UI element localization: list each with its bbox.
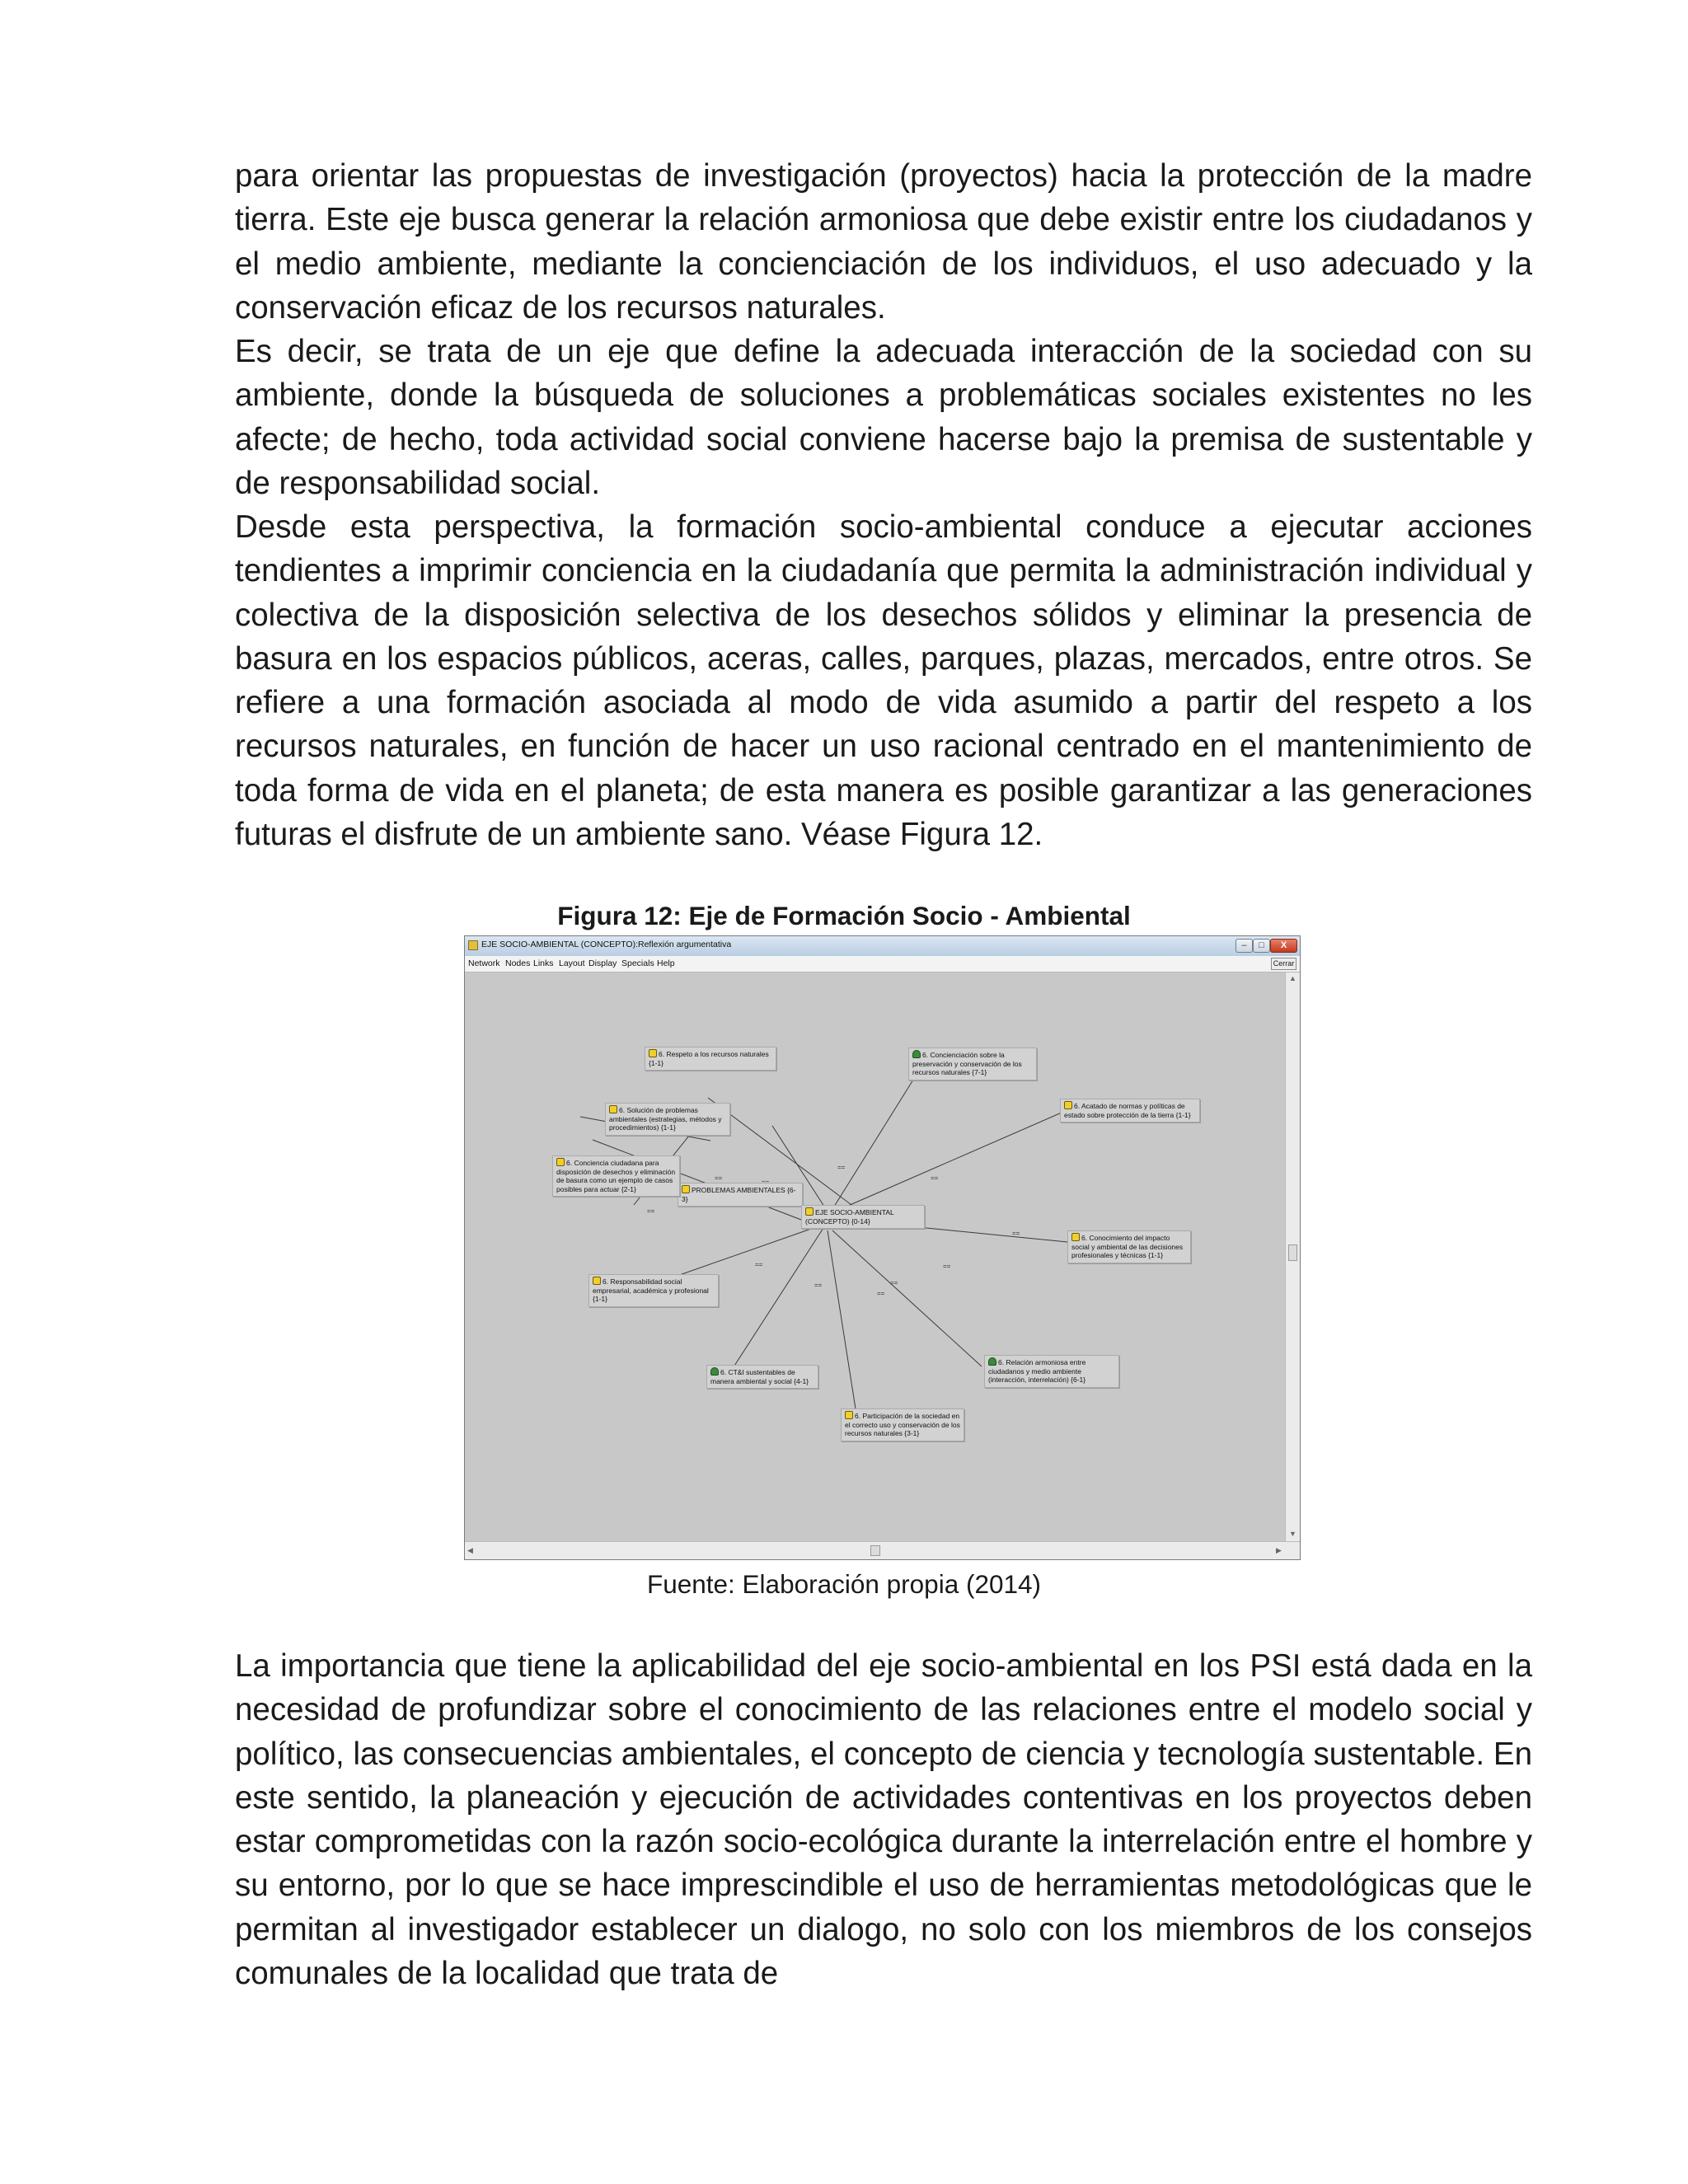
paragraph-1: para orientar las propuestas de investigación (proyectos) hacia la protección de la madre tierra. Este eje busca generar la relación armoniosa que debe existir entre los ciudadanos y el medio ambiente, mediante la concienciación de los individuos, el uso adecuado y la conservación eficaz de los recursos naturales. (235, 158, 1532, 326)
relation-label: == (877, 1290, 885, 1297)
star-icon (649, 1049, 657, 1057)
tree-icon (710, 1367, 719, 1376)
star-icon (609, 1105, 617, 1113)
figure-title: Figura 12: Eje de Formación Socio - Ambiental (557, 901, 1131, 930)
network-node[interactable]: 6. Participación de la sociedad en el correcto uso y conservación de los recursos naturales {3-1} (841, 1408, 964, 1441)
menu-nodes[interactable]: Nodes (505, 958, 531, 968)
app-icon (468, 940, 478, 950)
paragraph-2: Es decir, se trata de un eje que define la adecuada interacción de la sociedad con su ambiente, donde la búsqueda de soluciones a problemáticas sociales existentes no les afecte; de hecho, toda actividad social conviene hacerse bajo la premisa de sustentable y de responsabilidad social. (235, 334, 1532, 501)
link-line (832, 1230, 982, 1366)
star-icon (845, 1411, 853, 1419)
horizontal-scroll-thumb[interactable] (870, 1545, 880, 1556)
network-node[interactable]: 6. Solución de problemas ambientales (estrategias, métodos y procedimientos) {1-1} (605, 1103, 730, 1136)
cerrar-button[interactable]: Cerrar (1271, 958, 1296, 970)
link-line (834, 1060, 926, 1207)
star-icon (805, 1207, 814, 1216)
maximize-button[interactable]: □ (1253, 939, 1270, 953)
network-node[interactable]: 6. Concienciación sobre la preservación y conservación de los recursos naturales {7-1} (908, 1047, 1037, 1080)
network-node[interactable]: 6. Conciencia ciudadana para disposición de desechos y eliminación de basura como un ejemplo de casos posibles para actuar {2-1} (552, 1155, 680, 1197)
window-titlebar (465, 936, 1300, 956)
menu-help[interactable]: Help (657, 958, 675, 968)
network-hub-node[interactable]: EJE SOCIO-AMBIENTAL (CONCEPTO) {0-14} (801, 1205, 925, 1229)
scroll-right-arrow-icon[interactable]: ▶ (1276, 1546, 1282, 1554)
star-icon (1071, 1233, 1080, 1241)
paragraph-4: La importancia que tiene la aplicabilidad del eje socio-ambiental en los PSI está dada en la necesidad de profundizar sobre el conocimiento de las relaciones entre el modelo social y político, las consecuencias ambientales, el concepto de ciencia y tecnología sustentable. En este sentido, la planeación y ejecución de actividades contentivas en los proyectos deben estar comprometidas con la razón socio-ecológica durante la interrelación entre el hombre y su entorno, por lo que se hace imprescindible el uso de herramientas metodológicas que le permitan al investigador establecer un dialogo, no solo con los miembros de los consejos comunales de la localidad que trata de (235, 1648, 1532, 1992)
menu-specials[interactable]: Specials (621, 958, 654, 968)
relation-label: == (1012, 1230, 1020, 1237)
menu-network[interactable]: Network (468, 958, 500, 968)
horizontal-scrollbar[interactable] (465, 1541, 1300, 1559)
tree-icon (912, 1050, 921, 1058)
relation-label: == (837, 1164, 846, 1171)
menu-bar (465, 956, 1300, 972)
network-node[interactable]: 6. Responsabilidad social empresarial, académica y profesional {1-1} (588, 1274, 719, 1307)
relation-label: == (890, 1279, 898, 1286)
menu-layout[interactable]: Layout (559, 958, 585, 968)
scroll-down-arrow-icon[interactable]: ▼ (1289, 1530, 1296, 1538)
network-node[interactable]: PROBLEMAS AMBIENTALES {6-3} (678, 1183, 803, 1207)
paragraph-3: Desde esta perspectiva, la formación socio-ambiental conduce a ejecutar acciones tendientes a imprimir conciencia en la ciudadanía que permita la administración individual y colectiva de la disposición selectiva de los desechos sólidos y eliminar la presencia de basura en los espacios públicos, aceras, calles, parques, plazas, mercados, entre otros. Se refiere a una formación asociada al modo de vida asumido a partir del respeto a los recursos naturales, en función de hacer un uso racional centrado en el mantenimiento de toda forma de vida en el planeta; de esta manera es posible garantizar a las generaciones futuras el disfrute de un ambiente sano. Véase Figura 12. (235, 509, 1532, 853)
link-line (828, 1230, 857, 1419)
star-icon (1064, 1101, 1072, 1109)
link-line (848, 1113, 1062, 1206)
menu-display[interactable]: Display (588, 958, 617, 968)
relation-label: == (755, 1261, 763, 1268)
menu-links[interactable]: Links (533, 958, 554, 968)
relation-label: == (943, 1263, 951, 1270)
star-icon (682, 1185, 690, 1193)
network-node[interactable]: 6. Acatado de normas y políticas de estado sobre protección de la tierra {1-1} (1060, 1099, 1200, 1122)
star-icon (556, 1158, 565, 1166)
network-canvas[interactable] (465, 972, 1285, 1541)
network-node[interactable]: 6. CT&I sustentables de manera ambiental y social {4-1} (706, 1365, 818, 1389)
close-window-button[interactable]: X (1270, 939, 1297, 953)
tree-icon (988, 1357, 996, 1366)
link-line (729, 1228, 823, 1375)
scroll-up-arrow-icon[interactable]: ▲ (1289, 974, 1296, 982)
relation-label: == (715, 1174, 723, 1182)
network-node[interactable]: 6. Respeto a los recursos naturales {1-1} (645, 1047, 776, 1071)
vertical-scrollbar[interactable] (1285, 972, 1300, 1541)
relation-label: == (931, 1174, 939, 1182)
figure-source: Fuente: Elaboración propia (2014) (646, 1569, 1042, 1599)
window-title: EJE SOCIO-AMBIENTAL (CONCEPTO):Reflexión argumentativa (481, 940, 732, 949)
scroll-left-arrow-icon[interactable]: ◀ (467, 1546, 473, 1554)
network-node[interactable]: 6. Conocimiento del impacto social y ambiental de las decisiones profesionales y técnicas {1-1} (1067, 1230, 1191, 1263)
vertical-scroll-thumb[interactable] (1288, 1244, 1297, 1261)
relation-label: == (647, 1207, 655, 1215)
minimize-button[interactable]: – (1236, 939, 1253, 953)
network-window (464, 935, 1301, 1560)
star-icon (593, 1277, 601, 1285)
relation-label: == (814, 1282, 823, 1289)
network-node[interactable]: 6. Relación armoniosa entre ciudadanos y medio ambiente (interacción, interrelación) {6-1} (984, 1355, 1119, 1388)
